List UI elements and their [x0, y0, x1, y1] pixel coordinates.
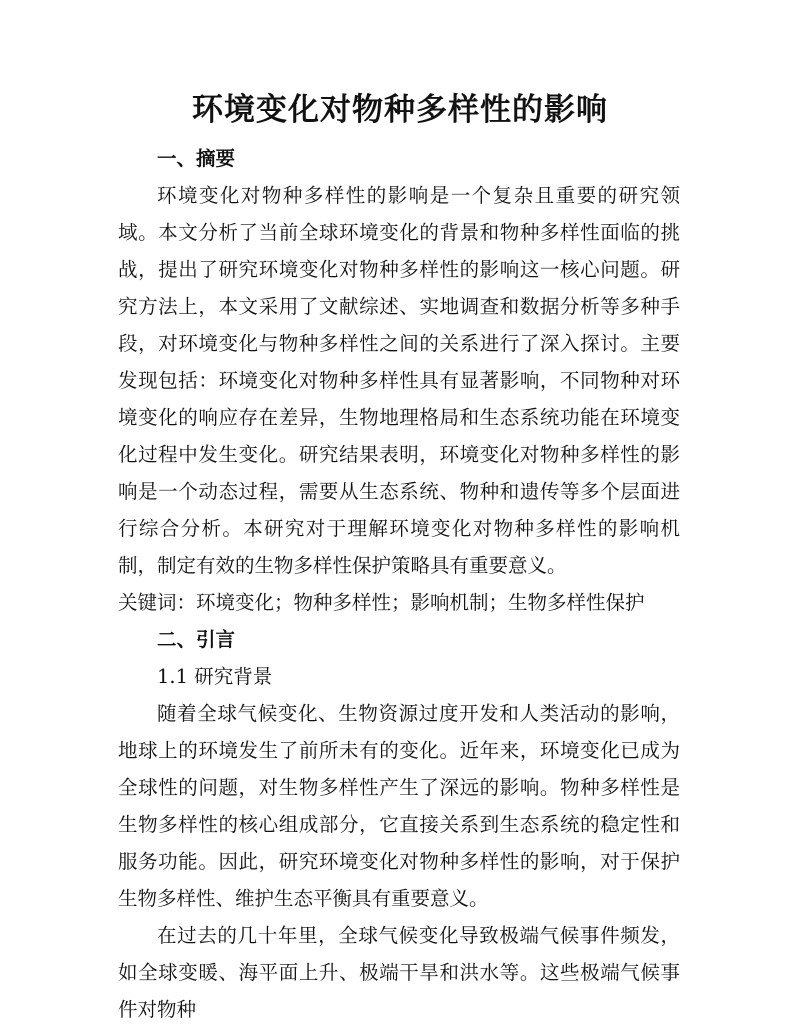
abstract-paragraph: 环境变化对物种多样性的影响是一个复杂且重要的研究领域。本文分析了当前全球环境变化的背景和物种多样性面临的挑战，提出了研究环境变化对物种多样性的影响这一核心问题。研究方法上，本文采用了文献综述、实地调查和数据分析等多种手段，对环境变化与物种多样性之间的关系进行了深入探讨。主要发现包括：环境变化对物种多样性具有显著影响，不同物种对环境变化的响应存在差异，生物地理格局和生态系统功能在环境变化过程中发生变化。研究结果表明，环境变化对物种多样性的影响是一个动态过程，需要从生态系统、物种和遗传等多个层面进行综合分析。本研究对于理解环境变化对物种多样性的影响机制，制定有效的生物多样性保护策略具有重要意义。 [118, 184, 680, 577]
background-paragraph-2: 在过去的几十年里，全球气候变化导致极端气候事件频发，如全球变暖、海平面上升、极端干旱和洪水等。这些极端气候事件对物种 [118, 924, 680, 1021]
introduction-heading: 二、引言 [157, 628, 236, 651]
document-title: 环境变化对物种多样性的影响 [192, 92, 608, 128]
background-subheading: 1.1 研究背景 [157, 665, 273, 688]
background-paragraph-1: 随着全球气候变化、生物资源过度开发和人类活动的影响，地球上的环境发生了前所未有的变化。近年来，环境变化已成为全球性的问题，对生物多样性产生了深远的影响。物种多样性是生物多样性的核心组成部分，它直接关系到生态系统的稳定性和服务功能。因此，研究环境变化对物种多样性的影响，对于保护生物多样性、维护生态平衡具有重要意义。 [118, 702, 680, 910]
abstract-heading: 一、摘要 [157, 147, 236, 170]
document-body [118, 140, 680, 1028]
keywords-line: 关键词：环境变化；物种多样性；影响机制；生物多样性保护 [118, 591, 645, 614]
